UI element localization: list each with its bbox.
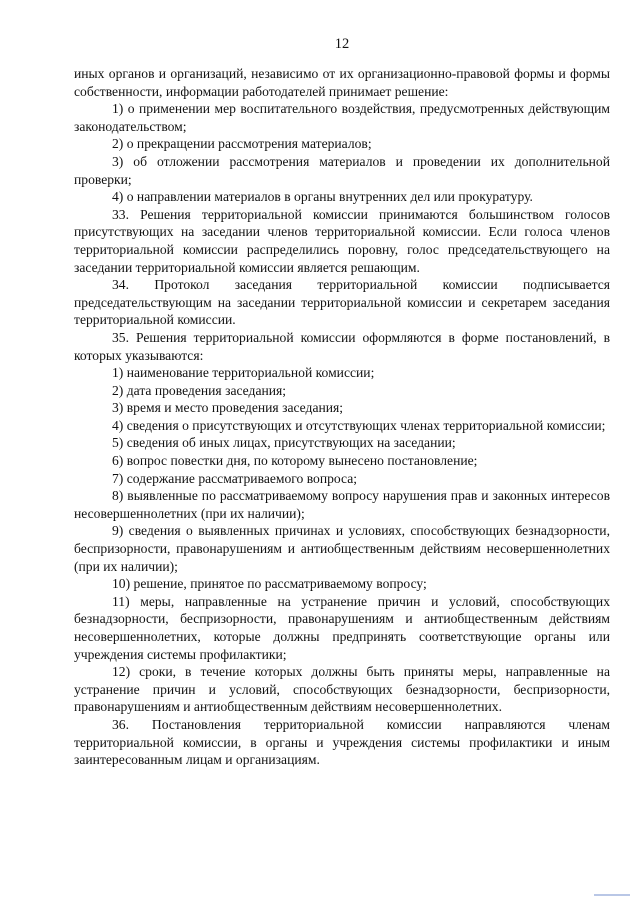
paragraph: 10) решение, принятое по рассматриваемому вопросу; [112,576,427,592]
paragraph: 33. Решения территориальной комиссии принимаются большинством голосов присутствующих на заседании членов территориальной комиссии. Если голоса членов территориальной комиссии распределились поровну, голос председательствующего на заседании территориальной комиссии является решающим. [74,206,610,275]
paragraph: 7) содержание рассматриваемого вопроса; [112,470,358,486]
paragraph: 4) сведения о присутствующих и отсутствующих членах территориальной комиссии; [112,417,606,433]
paragraph: 2) о прекращении рассмотрения материалов; [112,136,372,152]
paragraph: иных органов и организаций, независимо от их организационно-правовой формы и формы собственности, информации работодателей принимает решение: [74,66,610,99]
page-number: 12 [334,36,350,52]
paragraph: 34. Протокол заседания территориальной комиссии подписывается председательствующим на заседании территориальной комиссии и секретарем заседания территориальной комиссии. [74,277,610,328]
paragraph: 4) о направлении материалов в органы внутренних дел или прокуратуру. [112,189,533,205]
paragraph: 1) о применении мер воспитательного воздействия, предусмотренных действующим законодательством; [74,101,610,134]
paragraph: 1) наименование территориальной комиссии; [112,365,375,381]
scan-edge-mark [594,894,630,896]
paragraph: 12) сроки, в течение которых должны быть приняты меры, направленные на устранение причин и условий, способствующих безнадзорности, беспризорности, правонарушениям и антиобщественным действиям несовершеннолетних. [74,664,610,715]
paragraph: 35. Решения территориальной комиссии оформляются в форме постановлений, в которых указываются: [74,329,610,363]
paragraph: 6) вопрос повестки дня, по которому вынесено постановление; [112,453,478,469]
paragraph: 9) сведения о выявленных причинах и условиях, способствующих безнадзорности, беспризорности, правонарушениям и антиобщественным действиям несовершеннолетних (при их наличии); [74,523,610,574]
paragraph: 36. Постановления территориальной комиссии направляются членам территориальной комиссии, в органы и учреждения системы профилактики и иным заинтересованным лицам и организациям. [74,716,610,768]
paragraph: 3) время и место проведения заседания; [112,400,344,416]
paragraph: 3) об отложении рассмотрения материалов и проведении их дополнительной проверки; [74,153,610,187]
paragraph: 8) выявленные по рассматриваемому вопросу нарушения прав и законных интересов несовершеннолетних (при их наличии); [74,488,610,521]
paragraph: 5) сведения об иных лицах, присутствующих на заседании; [112,435,456,451]
document-body [74,65,610,769]
paragraph: 2) дата проведения заседания; [112,382,287,398]
paragraph: 11) меры, направленные на устранение причин и условий, способствующих безнадзорности, беспризорности, правонарушениям и антиобщественным действиям несовершеннолетних, которые должны предпринять соответствующие органы или учреждения системы профилактики; [74,593,610,662]
